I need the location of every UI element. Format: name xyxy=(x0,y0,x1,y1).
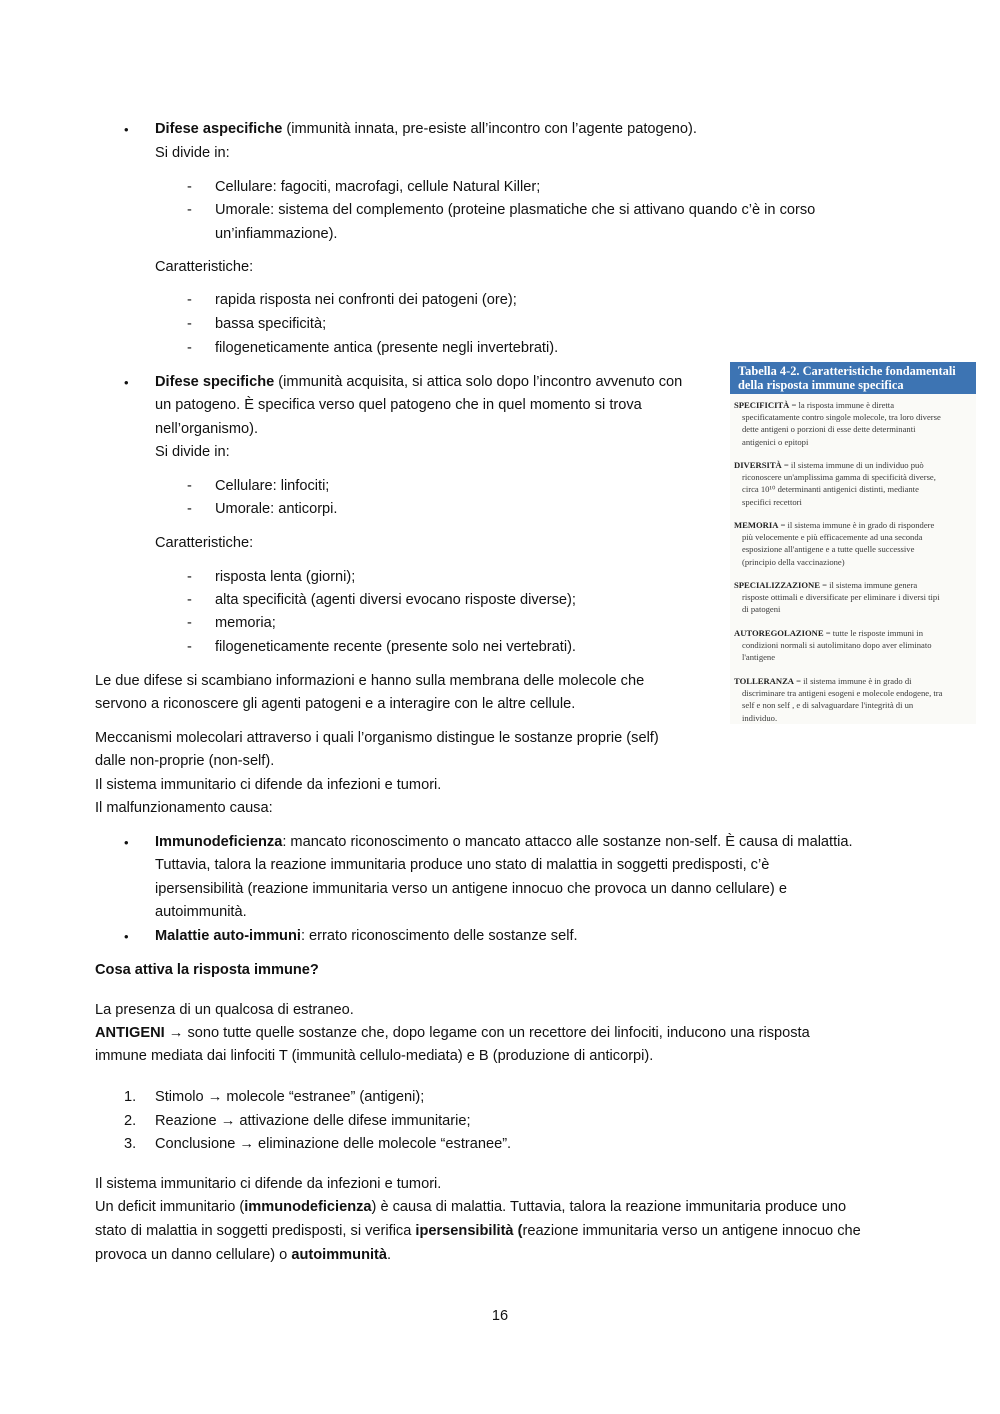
step-number: 1. xyxy=(124,1089,137,1105)
step-number: 3. xyxy=(124,1136,137,1152)
dash-icon: - xyxy=(187,179,192,195)
paragraph xyxy=(95,1244,391,1268)
table-image xyxy=(730,362,976,724)
dash-icon: - xyxy=(187,501,192,517)
immunodeficiency-desc: : mancato riconoscimento o mancato attacco alle sostanze non-self. È causa di malattia. xyxy=(282,834,853,850)
immunodeficiency-line: autoimmunità. xyxy=(155,904,247,920)
entry-text: = tutte le risposte immuni in xyxy=(823,628,923,638)
entry-key: TOLLERANZA xyxy=(734,676,795,686)
dash-icon: - xyxy=(187,615,192,631)
list-item: memoria; xyxy=(215,615,276,631)
list-item: Cellulare: linfociti; xyxy=(215,478,330,494)
autoimmune-term: Malattie auto-immuni xyxy=(155,928,301,944)
antigen-desc: sono tutte quelle sostanze che, dopo legame con un recettore dei linfociti, inducono una risposta xyxy=(183,1025,810,1041)
dash-icon: - xyxy=(187,592,192,608)
step-desc: molecole “estranee” (antigeni); xyxy=(222,1089,425,1105)
list-item: Umorale: anticorpi. xyxy=(215,501,338,517)
bullet-icon: • xyxy=(124,835,129,850)
table-entry xyxy=(734,519,974,568)
entry-text: = il sistema immune genera xyxy=(819,580,918,590)
step-label: Stimolo xyxy=(155,1089,208,1105)
entry-line: più velocemente e più efficacemente ad una seconda xyxy=(742,532,923,543)
arrow-right-icon: → xyxy=(239,1136,254,1152)
dash-icon: - xyxy=(187,202,192,218)
bullet-icon: • xyxy=(124,122,129,137)
autoimmune-desc: : errato riconoscimento delle sostanze self. xyxy=(300,928,578,944)
text: ) è causa di malattia. Tuttavia, talora la reazione immunitaria produce uno xyxy=(371,1199,847,1215)
dash-icon: - xyxy=(187,340,192,356)
specific-heading xyxy=(155,371,682,395)
paragraph: Le due difese si scambiano informazioni e hanno sulla membrana delle molecole che xyxy=(95,673,645,689)
step-label: Reazione xyxy=(155,1113,221,1129)
paragraph: Il sistema immunitario ci difende da infezioni e tumori. xyxy=(95,1176,442,1192)
list-item: rapida risposta nei confronti dei patogeni (ore); xyxy=(215,292,517,308)
text: provoca un danno cellulare) o xyxy=(95,1247,292,1263)
step-item xyxy=(155,1110,471,1134)
entry-line: specifici recettori xyxy=(742,496,802,507)
paragraph: Meccanismi molecolari attraverso i quali l’organismo distingue le sostanze proprie (self) xyxy=(95,730,659,746)
entry-text: = il sistema immune è in grado di rispondere xyxy=(778,520,935,530)
table-header xyxy=(730,362,976,394)
entry-key: MEMORIA xyxy=(734,520,779,530)
text: reazione immunitaria verso un antigene innocuo che xyxy=(522,1223,861,1239)
dash-icon: - xyxy=(187,569,192,585)
text: . xyxy=(387,1247,392,1263)
dash-icon: - xyxy=(187,639,192,655)
entry-line: individuo. xyxy=(742,712,778,723)
entry-line: l'antigene xyxy=(742,652,776,663)
text: stato di malattia in soggetti predisposti, si verifica xyxy=(95,1223,416,1239)
step-item xyxy=(155,1133,511,1157)
paragraph xyxy=(95,1220,861,1244)
step-item xyxy=(155,1086,424,1110)
arrow-right-icon: → xyxy=(220,1113,236,1129)
immunodeficiency-item xyxy=(155,831,853,855)
specific-desc: (immunità acquisita, si attica solo dopo l’incontro avvenuto con xyxy=(274,374,683,390)
list-item: alta specificità (agenti diversi evocano risposte diverse); xyxy=(215,592,576,608)
step-desc: attivazione delle difese immunitarie; xyxy=(235,1113,471,1129)
entry-line: condizioni normali si autolimitano dopo aver eliminato xyxy=(742,640,932,651)
entry-key: SPECIALIZZAZIONE xyxy=(734,580,820,590)
table-subtitle: della risposta immune specifica xyxy=(738,378,904,392)
entry-text: = il sistema immune è in grado di xyxy=(794,676,912,686)
antigen-definition xyxy=(95,1022,810,1046)
step-desc: eliminazione delle molecole “estranee”. xyxy=(253,1136,512,1152)
paragraph: La presenza di un qualcosa di estraneo. xyxy=(95,1002,354,1018)
entry-line: risposte ottimali e diversificate per eliminare i diversi tipi xyxy=(742,592,940,603)
paragraph: immune mediata dai linfociti T (immunità cellulo-mediata) e B (produzione di anticorpi). xyxy=(95,1048,654,1064)
arrow-right-icon: → xyxy=(168,1025,184,1041)
table-title: Tabella 4-2. Caratteristiche fondamentali xyxy=(738,364,956,378)
entry-key: DIVERSITÀ xyxy=(734,460,782,470)
step-label: Conclusione xyxy=(155,1136,240,1152)
bullet-icon: • xyxy=(124,375,129,390)
aspecific-desc: (immunità innata, pre-esiste all’incontro con l’agente patogeno). xyxy=(282,121,697,137)
table-entry xyxy=(734,399,974,448)
list-item: bassa specificità; xyxy=(215,316,327,332)
specific-line: nell’organismo). xyxy=(155,421,259,437)
page-number: 16 xyxy=(491,1308,509,1324)
table-entry xyxy=(734,627,974,664)
list-item: Cellulare: fagociti, macrofagi, cellule Natural Killer; xyxy=(215,179,541,195)
aspecific-title: Difese aspecifiche xyxy=(155,121,283,137)
arrow-right-icon: → xyxy=(207,1089,223,1105)
entry-text: = la risposta immune è diretta xyxy=(789,400,895,410)
entry-key: AUTOREGOLAZIONE xyxy=(734,628,824,638)
section-heading: Cosa attiva la risposta immune? xyxy=(95,962,319,978)
characteristics-label: Caratteristiche: xyxy=(155,259,254,275)
list-item-cont: un’infiammazione). xyxy=(215,226,338,242)
specific-divide: Si divide in: xyxy=(155,444,230,460)
bullet-icon: • xyxy=(124,929,129,944)
characteristics-label: Caratteristiche: xyxy=(155,535,254,551)
term: immunodeficienza xyxy=(244,1199,372,1215)
specific-line: un patogeno. È specifica verso quel patogeno che in quel momento si trova xyxy=(155,397,642,413)
immunodeficiency-line: ipersensibilità (reazione immunitaria verso un antigene innocuo che provoca un danno cellulare) e xyxy=(155,881,787,897)
aspecific-heading xyxy=(155,118,697,142)
entry-line: circa 10¹⁰ determinanti antigenici distinti, mediante xyxy=(742,484,919,495)
entry-line: specificatamente contro singole molecole, tra loro diverse xyxy=(742,412,941,423)
immunodeficiency-line: Tuttavia, talora la reazione immunitaria produce uno stato di malattia in soggetti predisposti, c’è xyxy=(155,857,770,873)
list-item: filogeneticamente antica (presente negli invertebrati). xyxy=(215,340,559,356)
paragraph: servono a riconoscere gli agenti patogeni e a interagire con le altre cellule. xyxy=(95,696,576,712)
table-entry xyxy=(734,579,974,616)
entry-line: discriminare tra antigeni esogeni e molecole endogene, tra xyxy=(742,688,943,699)
paragraph: Il sistema immunitario ci difende da infezioni e tumori. xyxy=(95,777,442,793)
dash-icon: - xyxy=(187,316,192,332)
table-entry xyxy=(734,459,974,508)
table-entry xyxy=(734,675,974,724)
paragraph: Il malfunzionamento causa: xyxy=(95,800,273,816)
paragraph: dalle non-proprie (non-self). xyxy=(95,753,275,769)
immunodeficiency-term: Immunodeficienza xyxy=(155,834,283,850)
entry-text: = il sistema immune di un individuo può xyxy=(781,460,924,470)
entry-line: dette antigeni o porzioni di esse dette determinanti xyxy=(742,424,916,435)
term: ipersensibilità ( xyxy=(415,1223,523,1239)
term: autoimmunità xyxy=(291,1247,388,1263)
list-item: risposta lenta (giorni); xyxy=(215,569,356,585)
step-number: 2. xyxy=(124,1113,137,1129)
list-item: filogeneticamente recente (presente solo nei vertebrati). xyxy=(215,639,576,655)
aspecific-divide: Si divide in: xyxy=(155,145,230,161)
dash-icon: - xyxy=(187,478,192,494)
entry-line: self e non self , e di salvaguardare l'integrità di un xyxy=(742,700,914,711)
dash-icon: - xyxy=(187,292,192,308)
entry-line: di patogeni xyxy=(742,604,781,615)
paragraph xyxy=(95,1196,846,1220)
entry-line: esposizione all'antigene e a tutte quelle successive xyxy=(742,544,915,555)
antigen-term: ANTIGENI xyxy=(95,1025,165,1041)
autoimmune-item xyxy=(155,925,578,949)
list-item: Umorale: sistema del complemento (proteine plasmatiche che si attivano quando c’è in corso xyxy=(215,202,816,218)
entry-line: antigenici o epitopi xyxy=(742,436,809,447)
specific-title: Difese specifiche xyxy=(155,374,275,390)
entry-key: SPECIFICITÀ xyxy=(734,400,790,410)
text: Un deficit immunitario ( xyxy=(95,1199,245,1215)
entry-line: (principio della vaccinazione) xyxy=(742,556,845,567)
entry-line: riconoscere un'amplissima gamma di specificità diverse, xyxy=(742,472,936,483)
